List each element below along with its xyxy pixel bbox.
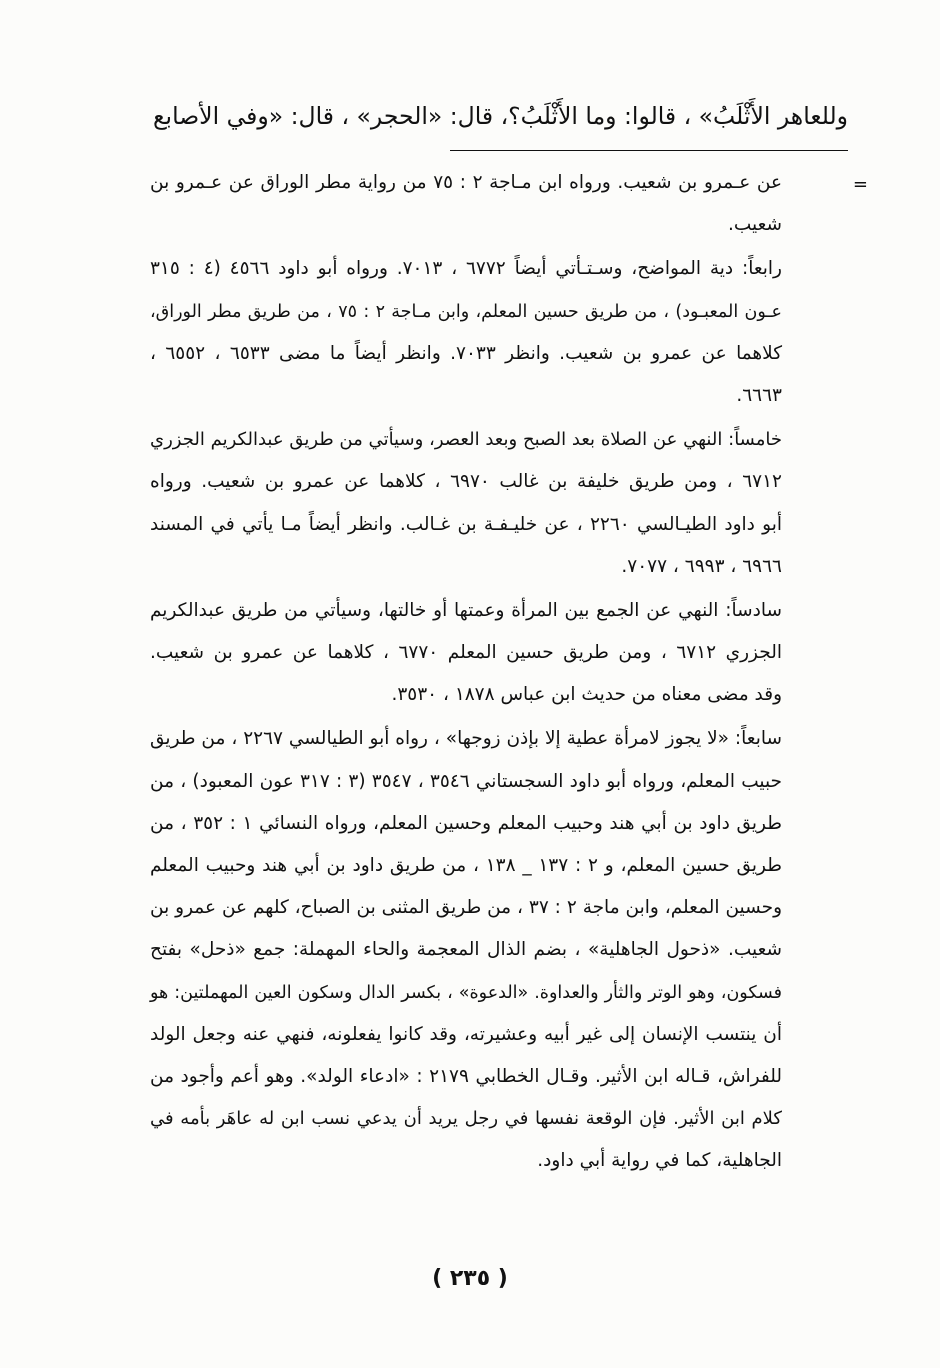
- footnote-line: كلام ابن الأثير. فإن الوقعة نفسها في رجل يريد أن يدعي نسب ابن له عاهَر بأمه في: [150, 1108, 782, 1130]
- footnote-line: ٦٩٦٦ ، ٦٩٩٣ ، ٧٠٧٧.: [621, 555, 782, 577]
- footnote-line: للفراش، قـاله ابن الأثير. وقـال الخطابي ٢١٧٩ : «ادعاء الولد». وهو أعم وأجود من: [150, 1065, 782, 1087]
- footnote-line: خامساً: النهي عن الصلاة بعد الصبح وبعد العصر، وسيأتي من طريق عبدالكريم الجزري: [150, 429, 782, 451]
- footnote-line: شعيب.: [727, 214, 782, 236]
- footnote-line: وحسين المعلم، وابن ماجة ٢ : ٣٧ ، من طريق المثنى بن الصباح، كلهم عن عمرو بن: [150, 897, 782, 919]
- footnote-line: طريق حسين المعلم، و ٢ : ١٣٧ _ ١٣٨ ، من طريق داود بن أبي هند وحبيب المعلم: [150, 855, 782, 876]
- footnote-line: أبو داود الطيـالسي ٢٢٦٠ ، عن خليـفـة بن غـالب. وانظر أيضاً مـا يأتي في المسند: [150, 513, 782, 535]
- footnote-paragraph: [150, 718, 782, 1182]
- footnote-line: سادساً: النهي عن الجمع بين المرأة وعمتها أو خالتها، وسيأتي من طريق عبدالكريم: [150, 599, 782, 621]
- footnote-continuation-mark: =: [852, 174, 868, 195]
- footnote-line: فسكون، وهو الوتر والثأر والعداوة. «الدعوة» ، بكسر الدال وسكون العين المهملتين: هو: [150, 982, 782, 1003]
- footnote-paragraph: [150, 248, 782, 417]
- footnote-paragraph: [150, 590, 782, 717]
- footnote-separator-rule: [450, 150, 848, 151]
- footnote-line: عـون المعبـود) ، من طريق حسين المعلم، وابن مـاجة ٢ : ٧٥ ، من طريق مطر الوراق،: [150, 301, 782, 322]
- footnote-line: طريق داود بن أبي هند وحبيب المعلم وحسين المعلم، ورواه النسائي ١ : ٣٥٢ ، من: [150, 812, 782, 834]
- footnote-line: ٦٦٦٣.: [736, 384, 782, 406]
- footnote-paragraph: [150, 162, 782, 246]
- footnote-line: عن عـمرو بن شعيب. ورواه ابن مـاجة ٢ : ٧٥ من رواية مطر الوراق عن عـمرو بن: [150, 172, 782, 193]
- footnote-line: كلاهما عن عمرو بن شعيب. وانظر ٧٠٣٣. وانظر أيضاً ما مضى ٦٥٣٣ ، ٦٥٥٢ ،: [150, 342, 783, 364]
- footnote-line: حبيب المعلم، ورواه أبو داود السجستاني ٣٥٤٦ ، ٣٥٤٧ (٣ : ٣١٧ عون المعبود) ، من: [150, 770, 782, 792]
- footnote-line: الجاهلية، كما في رواية أبي داود.: [537, 1150, 782, 1172]
- footnote-line: وقد مضى معناه من حديث ابن عباس ١٨٧٨ ، ٣٥٣٠.: [391, 684, 782, 706]
- footnote-paragraph: [150, 419, 782, 588]
- footnote-line: ٦٧١٢ ، ومن طريق خليفة بن غالب ٦٩٧٠ ، كلاهما عن عمرو بن شعيب. ورواه: [150, 471, 782, 493]
- footnote-line: شعيب. «ذحول الجاهلية» ، بضم الذال المعجمة والحاء المهملة: جمع «ذحل» بفتح: [150, 939, 782, 961]
- footnote-line: رابعاً: دية المواضح، وسـتـأتي أيضاً ٦٧٧٢ ، ٧٠١٣. ورواه أبو داود ٤٥٦٦ (٤ : ٣١٥: [150, 258, 782, 280]
- footnotes: [150, 162, 782, 1185]
- footnote-line: أن ينتسب الإنسان إلى غير أبيه وعشيرته، وقد كانوا يفعلونه، فنهي عنه وجعل الولد: [150, 1023, 782, 1045]
- hadith-text-line: وللعاهر الأَثْلَبُ» ، قالوا: وما الأَثْلَبُ؟، قال: «الحجر» ، قال: «وفي الأصابع: [153, 102, 848, 130]
- page-number: ( ٢٣٥ ): [432, 1266, 508, 1291]
- footnote-line: سابعاً: «لا يجوز لامرأة عطية إلا بإذن زوجها» ، رواه أبو الطيالسي ٢٢٦٧ ، من طريق: [150, 728, 782, 750]
- footnote-line: الجزري ٦٧١٢ ، ومن طريق حسين المعلم ٦٧٧٠ ، كلاهما عن عمرو بن شعيب.: [150, 642, 782, 664]
